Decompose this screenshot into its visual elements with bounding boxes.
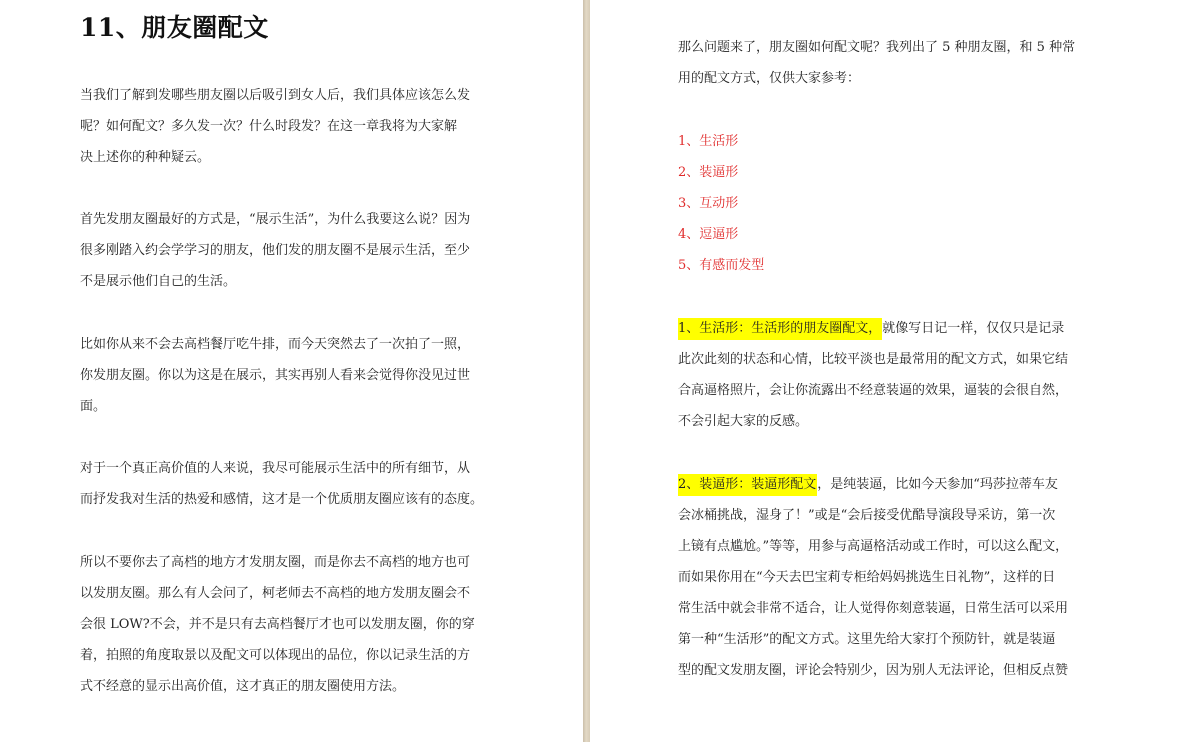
paragraph-line: 合高逼格照片，会让你流露出不经意装逼的效果，逼装的会很自然， (678, 383, 1069, 398)
highlighted-heading: 2、装逼形：装逼形配文 (678, 474, 817, 496)
list-item-type: 3、互动形 (678, 196, 739, 211)
paragraph-line: 不是展示他们自己的生活。 (80, 274, 237, 289)
paragraph-line: 此次此刻的状态和心情，比较平淡也是最常用的配文方式，如果它结 (678, 352, 1069, 367)
list-item-type: 1、生活形 (678, 134, 739, 149)
list-item-type: 2、装逼形 (678, 165, 739, 180)
section-1-first-line (678, 320, 1064, 338)
paragraph-line: 不会引起大家的反感。 (678, 414, 809, 429)
chapter-title: 11、朋友圈配文 (80, 13, 269, 42)
list-item-type: 5、有感而发型 (678, 258, 765, 273)
list-item-type: 4、逗逼形 (678, 227, 739, 242)
paragraph-line: 第一种“生活形”的配文方式。这里先给大家打个预防针，就是装逼 (678, 632, 1056, 647)
section-2-first-line (678, 476, 1058, 494)
right-page (590, 0, 1180, 742)
paragraph-line: 会冰桶挑战，湿身了！”或是“会后接受优酷导演段导采访，第一次 (678, 508, 1056, 523)
paragraph-line: 而抒发我对生活的热爱和感情，这才是一个优质朋友圈应该有的态度。 (80, 492, 484, 507)
paragraph-text: ，是纯装逼，比如今天参加“玛莎拉蒂车友 (817, 477, 1058, 492)
paragraph-line: 比如你从来不会去高档餐厅吃牛排，而今天突然去了一次拍了一照， (80, 337, 471, 352)
paragraph-line: 会很 LOW?不会，并不是只有去高档餐厅才也可以发朋友圈，你的穿 (80, 617, 475, 632)
left-page (0, 0, 583, 742)
paragraph-line: 型的配文发朋友圈，评论会特别少，因为别人无法评论，但相反点赞 (678, 663, 1069, 678)
paragraph-line: 着，拍照的角度取景以及配文可以体现出的品位，你以记录生活的方 (80, 648, 471, 663)
paragraph-line: 你发朋友圈。你以为这是在展示，其实再别人看来会觉得你没见过世 (80, 368, 471, 383)
paragraph-line: 式不经意的显示出高价值，这才真正的朋友圈使用方法。 (80, 679, 406, 694)
paragraph-line: 对于一个真正高价值的人来说，我尽可能展示生活中的所有细节，从 (80, 461, 471, 476)
paragraph-line: 决上述你的种种疑云。 (80, 150, 211, 165)
paragraph-line: 首先发朋友圈最好的方式是，“展示生活”，为什么我要这么说？因为 (80, 212, 471, 227)
paragraph-line: 常生活中就会非常不适合，让人觉得你刻意装逼，日常生活可以采用 (678, 601, 1069, 616)
paragraph-line: 当我们了解到发哪些朋友圈以后吸引到女人后，我们具体应该怎么发 (80, 88, 471, 103)
paragraph-line: 面。 (80, 399, 107, 414)
paragraph-line: 用的配文方式，仅供大家参考： (678, 71, 861, 86)
paragraph-line: 上镜有点尴尬。”等等，用参与高逼格活动或工作时，可以这么配文， (678, 539, 1069, 554)
paragraph-line: 所以不要你去了高档的地方才发朋友圈，而是你去不高档的地方也可 (80, 555, 471, 570)
highlighted-heading: 1、生活形：生活形的朋友圈配文， (678, 318, 882, 340)
paragraph-line: 呢？如何配文？多久发一次？什么时段发？在这一章我将为大家解 (80, 119, 458, 134)
paragraph-line: 以发朋友圈。那么有人会问了，柯老师去不高档的地方发朋友圈会不 (80, 586, 471, 601)
paragraph-text: 就像写日记一样，仅仅只是记录 (882, 321, 1065, 336)
paragraph-line: 而如果你用在“今天去巴宝莉专柜给妈妈挑选生日礼物”，这样的日 (678, 570, 1056, 585)
page-gutter (583, 0, 590, 742)
paragraph-line: 很多刚踏入约会学学习的朋友，他们发的朋友圈不是展示生活，至少 (80, 243, 471, 258)
paragraph-line: 那么问题来了，朋友圈如何配文呢？我列出了 5 种朋友圈，和 5 种常 (678, 40, 1076, 55)
